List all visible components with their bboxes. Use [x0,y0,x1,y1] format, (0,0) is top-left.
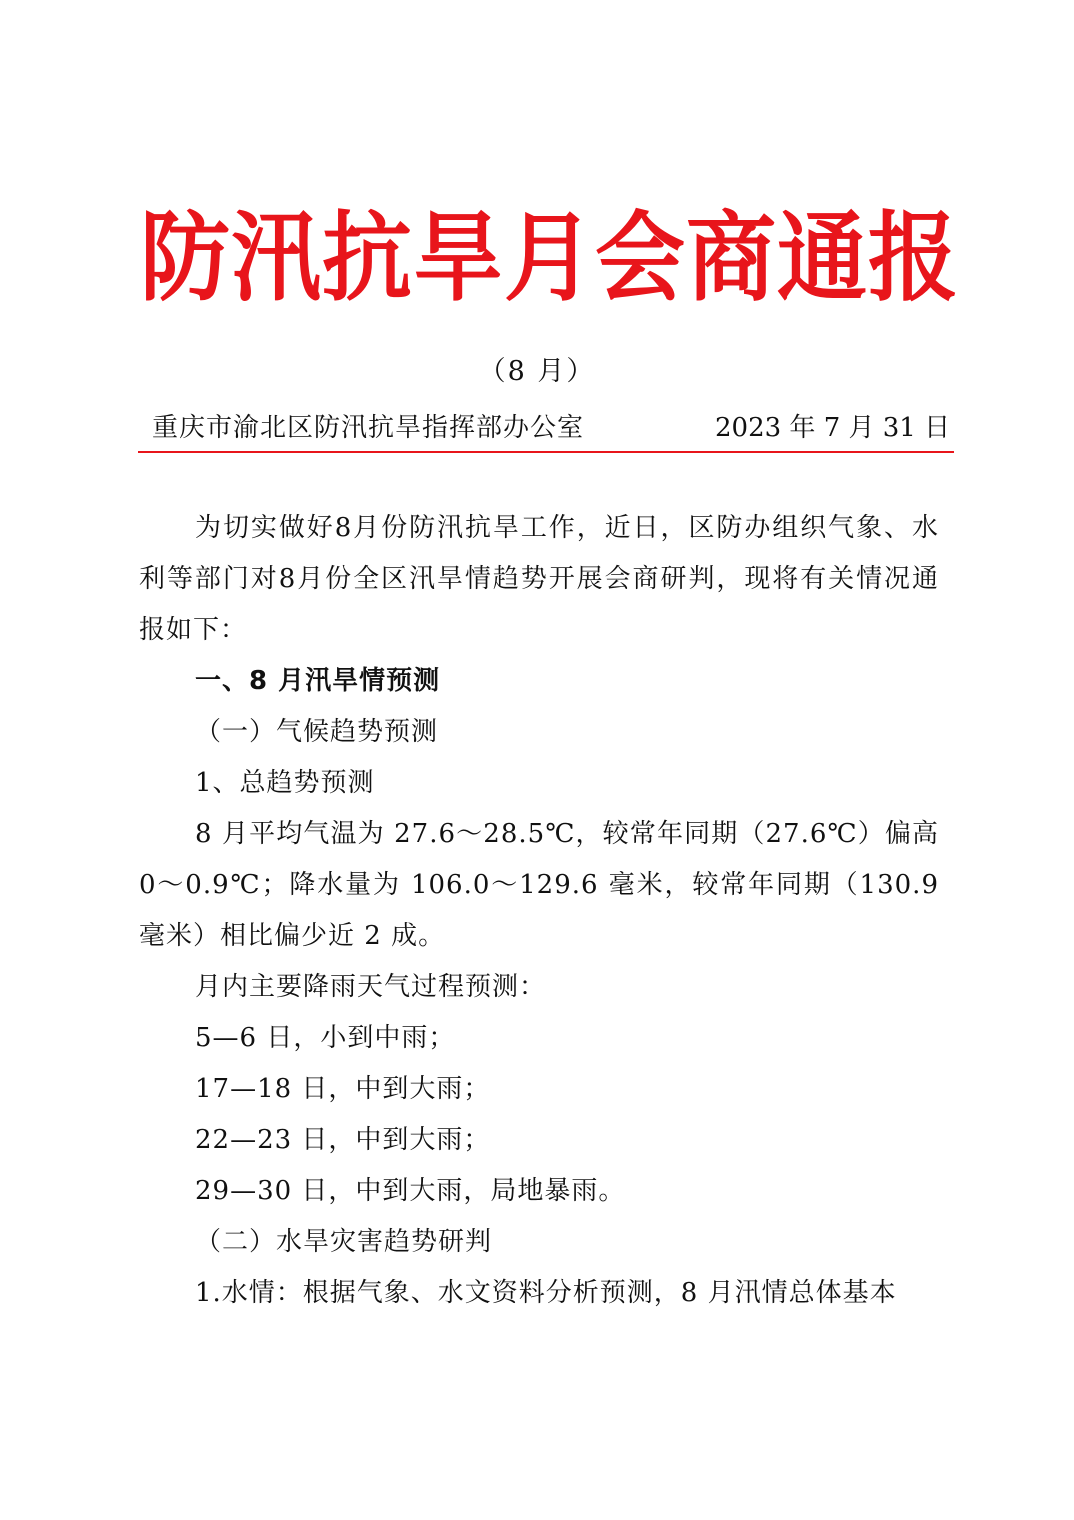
rain-event: 17—18 日，中到大雨； [195,1074,491,1104]
item-heading-trend: 1、总趋势预测 [195,768,375,798]
section-heading: 一、8 月汛旱情预测 [195,666,441,696]
rain-intro: 月内主要降雨天气过程预测： [195,972,547,1002]
red-divider-line [138,451,954,453]
issuing-office: 重庆市渝北区防汛抗旱指挥部办公室 [152,413,585,443]
issue-number: （8 月） [478,356,596,387]
issue-date: 2023 年 7 月 31 日 [715,413,951,443]
water-situation-line: 1.水情：根据气象、水文资料分析预测，8 月汛情总体基本 [195,1278,897,1308]
intro-paragraph: 为切实做好8月份防汛抗旱工作，近日，区防办组织气象、水利等部门对8月份全区汛旱情趋势开展会商研判，现将有关情况通报如下： [139,513,939,645]
subsection-heading-disaster: （二）水旱灾害趋势研判 [195,1227,493,1257]
document-body [139,503,939,1319]
rain-event: 5—6 日，小到中雨； [195,1023,456,1053]
climate-paragraph: 8 月平均气温为 27.6～28.5℃，较常年同期（27.6℃）偏高 0～0.9℃；降水量为 106.0～129.6 毫米，较常年同期（130.9 毫米）相比偏少近 2 成。 [139,819,939,951]
document-title: 防汛抗旱月会商通报 [140,200,959,316]
rain-event: 29—30 日，中到大雨，局地暴雨。 [195,1176,626,1206]
subsection-heading-climate: （一）气候趋势预测 [195,717,439,747]
rain-event: 22—23 日，中到大雨； [195,1125,491,1155]
